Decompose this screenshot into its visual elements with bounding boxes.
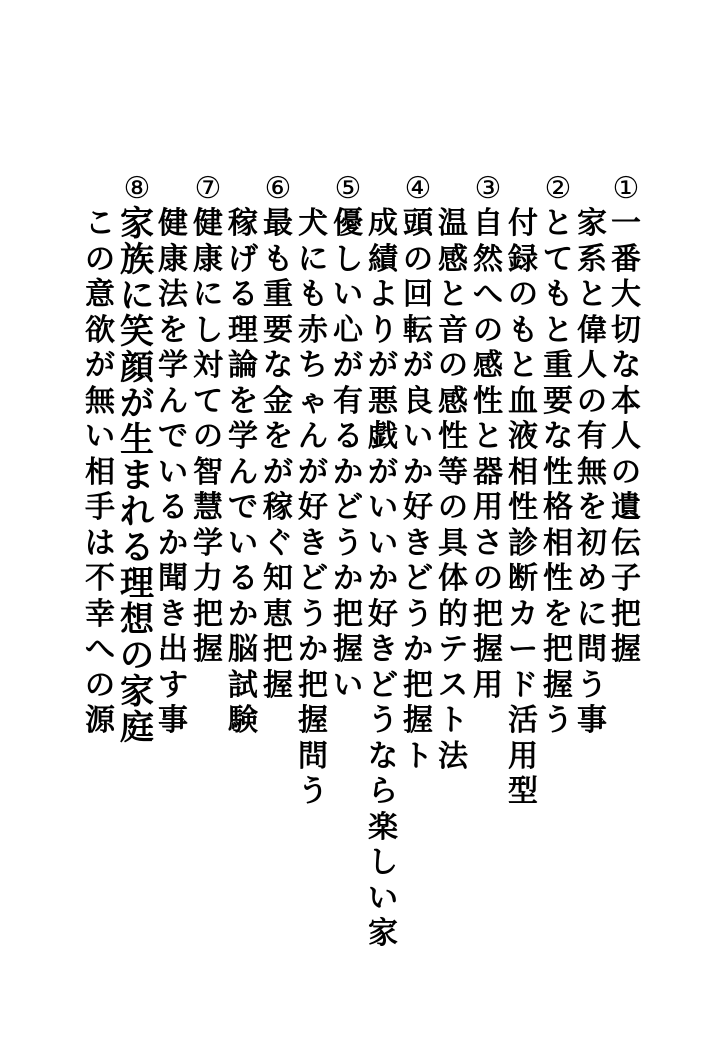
item-number: ⑦: [194, 171, 222, 206]
text-column: 犬 に も 赤 ち ゃ ん が 好 き ど う か 把 握 問 う: [298, 206, 328, 809]
text-column: 優 し い 心 が 有 る か ど う か 把 握 い: [333, 206, 363, 703]
text-column: 自 然 へ の 感 性 と 器 用 さ の 把 握 用: [473, 206, 503, 703]
item-number: ⑧: [123, 171, 151, 206]
text-column: 温 感 と 音 の 感 性 等 の 具 体 的 テ ス ト 法: [438, 206, 468, 774]
highlight-column: 家 族 に 笑 顔 が 生 ま れ る 理 想 の 家 庭: [120, 204, 154, 748]
text-column: 成 績 よ り が 悪 戯 が い い か 好 き ど う な ら 楽 し い 家: [368, 206, 398, 951]
item-number: ④: [404, 171, 432, 206]
text-column: 頭 の 回 転 が 良 い か 好 き ど う か 把 握 ト: [403, 206, 433, 774]
text-column: こ の 意 欲 が 無 い 相 手 は 不 幸 へ の 源: [85, 206, 115, 738]
text-column: 健 康 法 を 学 ん で い る か 聞 き 出 す 事: [158, 206, 188, 738]
text-column: 付 録 の も と 血 液 相 性 診 断 カ ー ド 活 用 型: [508, 206, 538, 809]
text-column: 稼 げ る 理 論 を 学 ん で い る か 脳 試 験: [228, 206, 258, 738]
item-number: ⑥: [264, 171, 292, 206]
item-number: ②: [544, 171, 572, 206]
text-column: 健 康 に し 対 て の 智 慧 学 力 把 握: [193, 206, 223, 667]
text-column: 一 番 大 切 な 本 人 の 遺 伝 子 把 握: [611, 206, 641, 667]
text-column: 最 も 重 要 な 金 を が 稼 ぐ 知 恵 把 握: [263, 206, 293, 703]
text-column: 家 系 と 偉 人 の 有 無 を 初 め に 問 う 事: [577, 206, 607, 738]
item-number: ①: [612, 171, 640, 206]
item-number: ③: [474, 171, 502, 206]
text-column: と て も と 重 要 な 性 格 相 性 を 把 握 う: [543, 206, 573, 738]
item-number: ⑤: [334, 171, 362, 206]
